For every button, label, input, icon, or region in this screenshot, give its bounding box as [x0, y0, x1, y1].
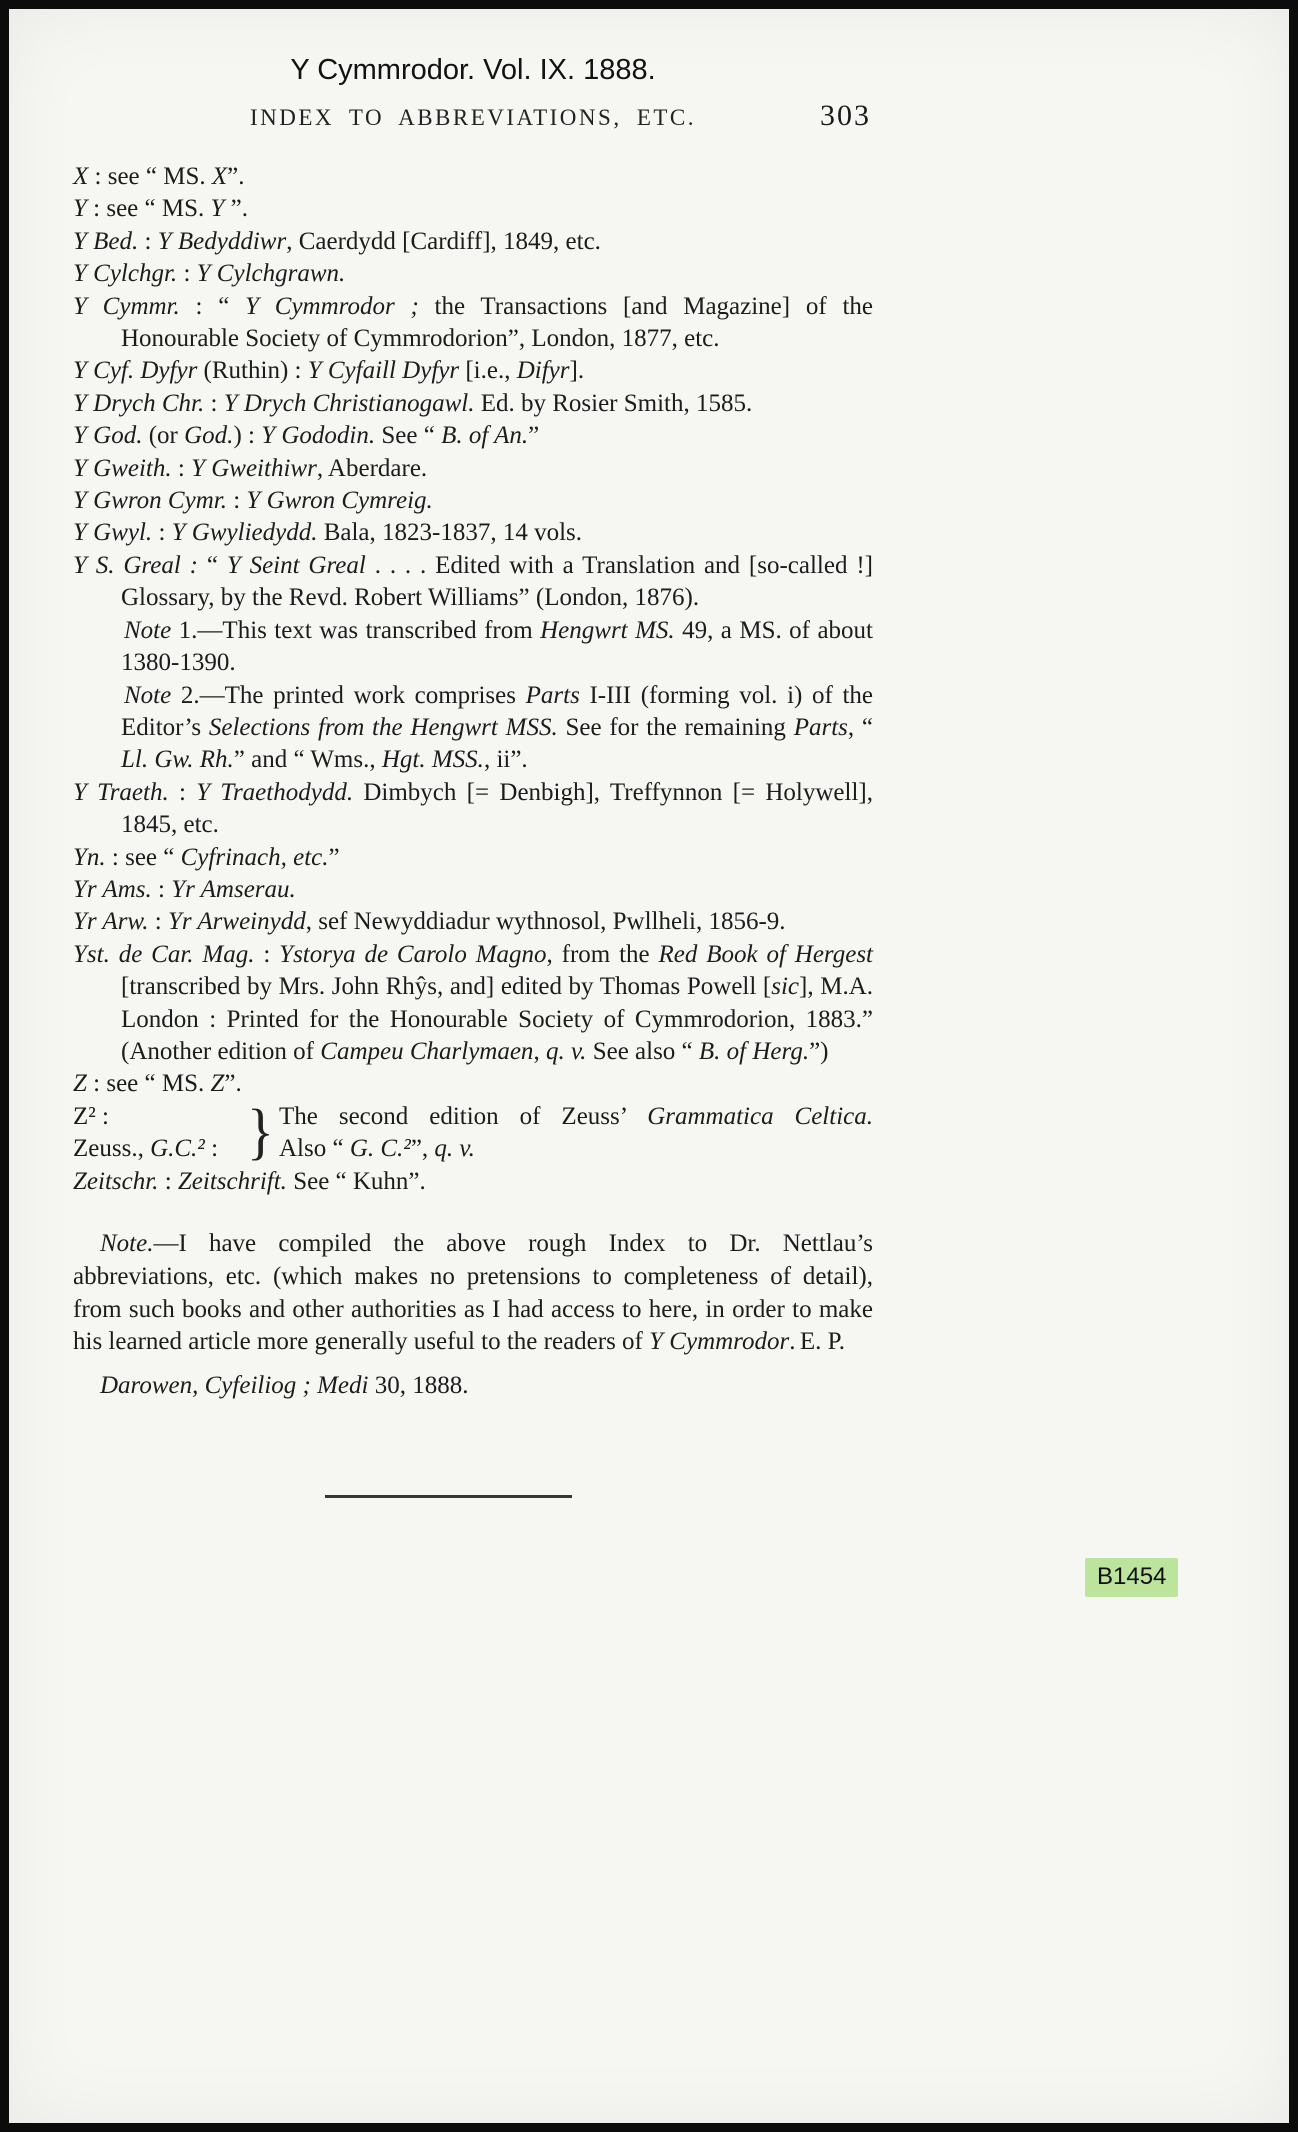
index-entry [73, 842, 873, 874]
text: See “ [375, 422, 442, 450]
text: ” and “ Wms., [233, 746, 382, 774]
index-entry [73, 291, 873, 356]
index-heading: INDEX TO ABBREVIATIONS, ETC. [249, 105, 697, 130]
stamp-label: B1454 [1085, 1558, 1178, 1597]
text: : [204, 1135, 219, 1163]
divider-rule [325, 1495, 572, 1498]
brace-abbreviations [73, 1101, 247, 1166]
italic-text: Y Gweith. [73, 454, 172, 482]
italic-text: Y Gwyliedydd. [171, 519, 318, 547]
footnote-paragraph [73, 1228, 873, 1359]
italic-text: Y [210, 195, 225, 223]
text: 1.—This text was transcribed from [171, 616, 541, 644]
page-number: 303 [820, 99, 871, 132]
italic-text: B. of An. [441, 422, 529, 450]
index-entry [73, 939, 873, 1069]
text: , “ [847, 713, 873, 741]
index-entry [73, 906, 873, 938]
index-entry [73, 226, 873, 258]
italic-text: Y [73, 195, 87, 223]
text: . [789, 1328, 796, 1356]
italic-text: Cyfrinach, etc. [180, 843, 329, 871]
text: Dimbych [= Denbigh], Treffynnon [= Holywell], 1845, etc. [121, 778, 873, 839]
italic-text: Y Cylchgrawn. [196, 260, 346, 288]
text: : see “ MS. [86, 1070, 211, 1098]
italic-text: Campeu Charlymaen [320, 1037, 534, 1065]
italic-text: Y Gweithiwr [191, 454, 317, 482]
text: Z² : [73, 1102, 109, 1130]
italic-text: Yn. [73, 843, 106, 871]
italic-text: sic [771, 973, 800, 1001]
entry-list [73, 161, 873, 1198]
italic-text: Note [124, 616, 172, 644]
index-entry [73, 453, 873, 485]
italic-text: Y Gwyl. [73, 519, 153, 547]
text: ]. [569, 357, 585, 385]
italic-text: Y Cyf. Dyfyr [73, 357, 198, 385]
index-entry [73, 420, 873, 452]
italic-text: Parts [525, 681, 580, 709]
italic-text: G.C.² [150, 1135, 205, 1163]
italic-text: Y Gwron Cymr. [73, 487, 227, 515]
text: the Transactions [and Magazine] of the Honourable Society of Cymmrodorion”, London, 1877, etc. [121, 292, 873, 353]
italic-text: Yr Amserau. [171, 875, 296, 903]
text: : see “ [105, 843, 181, 871]
italic-text: q. v. [545, 1037, 587, 1065]
italic-text: Parts [793, 713, 848, 741]
text: , [533, 1037, 546, 1065]
text: I-III (forming vol. i) of the Editor’s [121, 681, 874, 741]
italic-text: Y Traethodydd. [196, 778, 354, 806]
italic-text: Red Book of Hergest [658, 940, 873, 968]
text: 2.—The printed work comprises [171, 681, 526, 709]
text: , Aberdare. [316, 454, 428, 482]
dateline [100, 1370, 873, 1402]
text: “ [197, 551, 227, 579]
brace-icon: } [247, 1096, 274, 1167]
text: : [138, 227, 158, 255]
italic-text: Y Traeth. [73, 778, 169, 806]
index-entry [73, 550, 873, 615]
text: Also “ [279, 1135, 350, 1163]
page-content [73, 53, 873, 1402]
italic-text: Note. [100, 1230, 154, 1257]
italic-text: Y Seint Greal [226, 551, 366, 579]
italic-text: B. of Herg. [698, 1037, 810, 1065]
text: ”. [224, 1070, 242, 1098]
italic-text: Y Drych Christianogawl. [223, 389, 475, 417]
text: 30, 1888. [368, 1372, 469, 1400]
italic-text: Zeitschrift. [177, 1167, 287, 1195]
text: See “ Kuhn”. [286, 1167, 426, 1195]
text: , sef Newyddiadur wythnosol, Pwllheli, 1856-9. [305, 908, 786, 936]
text: ”, [410, 1135, 435, 1163]
index-entry [73, 1166, 873, 1198]
text: 49, a MS. of about 1380-1390. [121, 616, 873, 677]
text: : see “ MS. [86, 195, 211, 223]
index-entry [73, 355, 873, 387]
index-entry [73, 777, 873, 842]
text: , Caerdydd [Cardiff], 1849, etc. [286, 227, 601, 255]
index-entry [73, 193, 873, 225]
text: ”. [224, 195, 249, 223]
italic-text: Y Cymmrodor [649, 1328, 790, 1356]
volume-title: Y Cymmrodor. Vol. IX. 1888. [290, 54, 656, 86]
italic-text: Y Bed. [73, 227, 139, 255]
text: [i.e., [459, 357, 517, 385]
italic-text: Note [124, 681, 172, 709]
text: Zeuss., [73, 1135, 151, 1163]
index-entry [73, 874, 873, 906]
index-entry [73, 161, 873, 193]
italic-text: Yst. de Car. Mag. [73, 940, 255, 968]
italic-text: X [73, 163, 89, 190]
italic-text: Y Cylchgr. [73, 260, 178, 288]
italic-text: Grammatica Celtica. [647, 1102, 873, 1130]
italic-text: Y S. Greal : [73, 551, 198, 579]
page-subheader [73, 101, 873, 137]
text: [transcribed by Mrs. John Rhŷs, and] edited by Thomas Powell [ [121, 973, 772, 1001]
text: —I have compiled the above rough Index to Dr. Nettlau’s abbreviations, etc. (which makes no pretensions to completeness of detail), from such books and other authorities as I had access to here, in order to make his learned article more generally useful to the readers of [73, 1230, 873, 1356]
text: : [152, 519, 172, 547]
text: Ed. by Rosier Smith, 1585. [474, 389, 753, 417]
text: : [171, 454, 192, 482]
text: : [254, 940, 280, 968]
brace-definitions [279, 1101, 873, 1166]
italic-text: Z [73, 1070, 87, 1098]
italic-text: Darowen, Cyfeiliog ; Medi [100, 1372, 369, 1400]
italic-text: G. C.² [349, 1135, 411, 1163]
text: : [151, 875, 172, 903]
text: ” [528, 422, 540, 450]
italic-text: Yr Arweinydd [167, 908, 306, 936]
text: ” [328, 843, 340, 871]
italic-text: Zeitschr. [73, 1167, 159, 1195]
text: ”) [809, 1037, 829, 1065]
italic-text: Y Cyfaill Dyfyr [307, 357, 460, 385]
italic-text: Ll. Gw. Rh. [121, 746, 234, 774]
italic-text: Y Cymmrodor ; [245, 292, 419, 320]
italic-text: Yr Arw. [73, 908, 149, 936]
text: See also “ [586, 1037, 699, 1065]
italic-text: Hengwrt MS. [540, 616, 675, 644]
italic-text: Selections from the Hengwrt MSS. [208, 713, 558, 741]
text: : see “ MS. [88, 163, 212, 190]
text: (Ruthin) : [197, 357, 308, 385]
italic-text: q. v. [434, 1135, 475, 1163]
text: : [204, 389, 224, 417]
text: . . . . Edited with a Translation and [so-called !] Glossary, by the Revd. Robert Williams” (London, 1876). [121, 551, 873, 612]
index-entry [73, 485, 873, 517]
text: (or [142, 422, 185, 450]
text: , ii”. [483, 746, 528, 774]
footnote-text [73, 1230, 873, 1355]
italic-text: Y God. [73, 422, 143, 450]
text: See for the remaining [557, 713, 794, 741]
index-entry [73, 388, 873, 420]
text: : [177, 260, 197, 288]
italic-text: Difyr [516, 357, 570, 385]
text: : [148, 908, 168, 936]
text: ], M.A. London : Printed for the Honourable Society of Cymmrodorion, 1883.” (Another edition of [121, 973, 873, 1065]
text: ”. [227, 163, 245, 190]
italic-text: Y Drych Chr. [73, 389, 205, 417]
index-entry [73, 517, 873, 549]
index-entry [73, 1068, 873, 1100]
index-entry [73, 258, 873, 290]
text: : [158, 1167, 178, 1195]
text: : “ [179, 292, 246, 320]
italic-text: Hgt. MSS. [381, 746, 484, 774]
text: : [226, 487, 247, 515]
italic-text: Y Gododin. [261, 422, 376, 450]
text: : [168, 778, 197, 806]
text: , from the [546, 940, 659, 968]
italic-text: Ystorya de Carolo Magno [279, 940, 547, 968]
note-paragraph [121, 680, 873, 777]
italic-text: Y Bedyddiwr [157, 227, 287, 255]
italic-text: Y Cymmr. [73, 292, 180, 320]
italic-text: Z [210, 1070, 225, 1098]
italic-text: Yr Ams. [73, 875, 152, 903]
text: The second edition of Zeuss’ [279, 1102, 648, 1130]
brace-entry [73, 1096, 873, 1167]
italic-text: X [211, 163, 228, 190]
note-paragraph [121, 615, 873, 680]
text: ) : [233, 422, 262, 450]
italic-text: Y Gwron Cymreig. [246, 487, 433, 515]
italic-text: God. [184, 422, 234, 450]
signature: E. P. [799, 1328, 845, 1356]
text: Bala, 1823-1837, 14 vols. [317, 519, 583, 547]
